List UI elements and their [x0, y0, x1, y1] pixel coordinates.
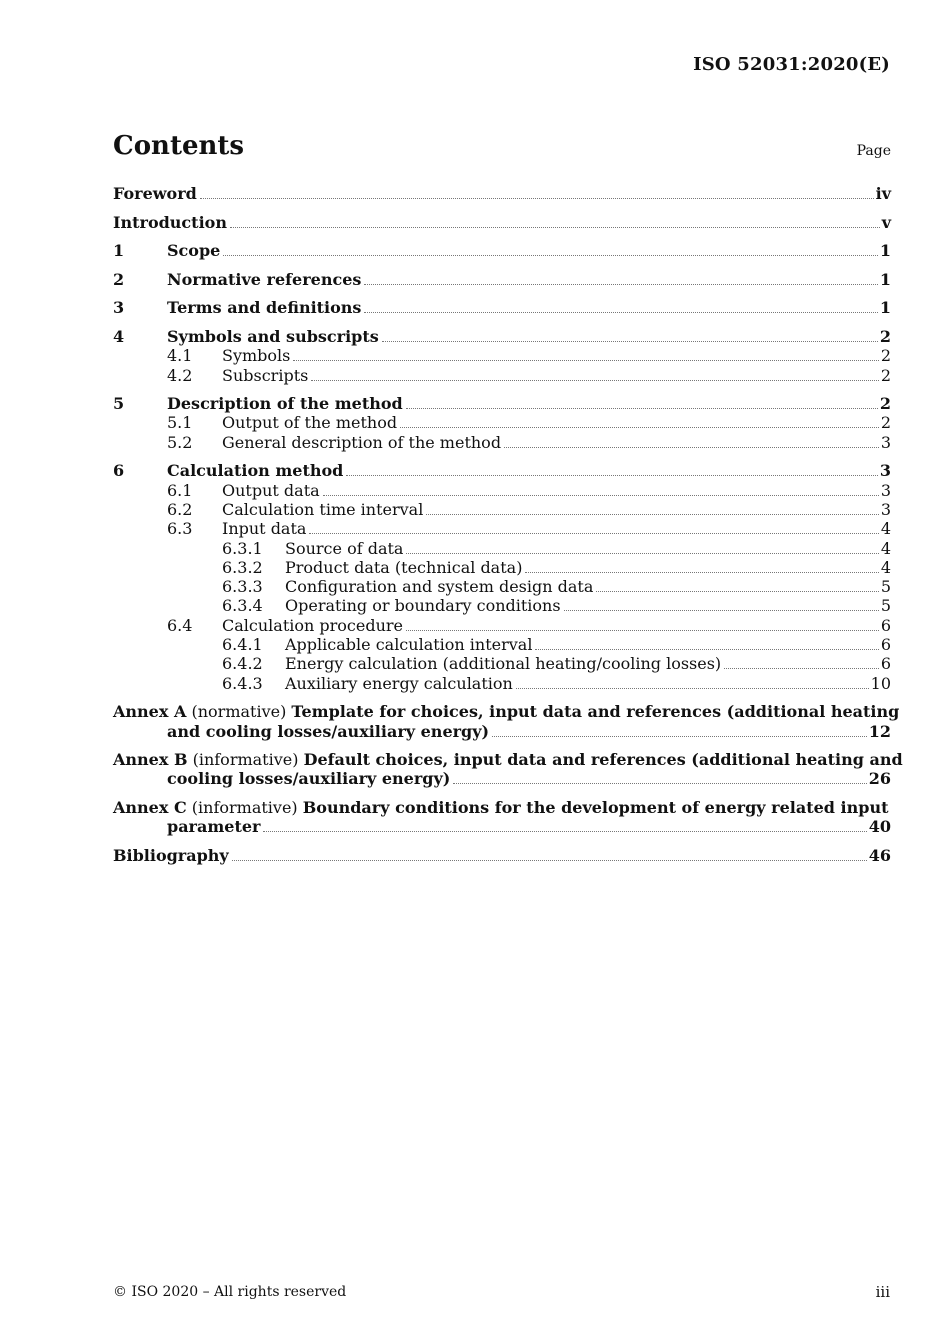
toc-entry-number: 6.3.1 — [222, 538, 263, 558]
dot-leader — [346, 462, 878, 476]
toc-entry[interactable] — [113, 298, 891, 317]
dot-leader — [525, 559, 878, 573]
toc-entry-title[interactable]: parameter — [167, 817, 261, 837]
toc-entry-line — [285, 654, 891, 673]
dot-leader — [382, 328, 878, 342]
toc-entry-line — [222, 366, 891, 385]
toc-entry-title[interactable]: Energy calculation (additional heating/cooling losses) — [285, 654, 722, 674]
toc-entry-line — [167, 394, 891, 413]
dot-leader — [596, 578, 878, 592]
toc-entry-line — [285, 596, 891, 615]
dot-leader — [724, 655, 879, 669]
toc-entry[interactable] — [113, 616, 891, 635]
dot-leader — [564, 597, 879, 611]
annex-type: (normative) — [191, 702, 287, 722]
toc-entry-number: 3 — [113, 298, 125, 318]
toc-entry-page: iv — [875, 184, 891, 203]
dot-leader — [504, 434, 879, 448]
toc-entry-page: 3 — [879, 461, 891, 481]
toc-entry-line — [222, 616, 891, 635]
toc-entry-page: 3 — [880, 499, 891, 519]
toc-entry-title[interactable]: Output data — [222, 480, 320, 500]
dot-leader — [426, 501, 878, 515]
toc-entry-title[interactable]: Scope — [167, 241, 221, 261]
toc-entry-title[interactable]: Normative references — [167, 269, 362, 289]
annex-type: (informative) — [191, 797, 298, 817]
toc-entry[interactable] — [113, 481, 891, 500]
dot-leader — [311, 367, 878, 381]
toc-entry-title[interactable]: Source of data — [285, 538, 404, 558]
toc-entry-line — [222, 481, 891, 500]
dot-leader — [323, 482, 879, 496]
toc-entry-line — [167, 298, 891, 317]
toc-entry[interactable] — [113, 519, 891, 538]
toc-entry-number: 6.4 — [167, 615, 193, 635]
toc-entry-title[interactable]: Symbols — [222, 346, 291, 366]
toc-entry-title[interactable]: Output of the method — [222, 413, 398, 433]
toc-entry-line — [285, 577, 891, 596]
toc-entry-page: 4 — [880, 557, 891, 577]
toc-entry[interactable] — [113, 346, 891, 365]
annex-line-1 — [113, 702, 900, 722]
toc-entry-title[interactable]: Terms and definitions — [167, 298, 362, 318]
annex-line-1 — [113, 798, 891, 817]
toc-entry-line — [167, 241, 891, 260]
annex-title-line-1[interactable]: Template for choices, input data and references (additional heating — [291, 702, 900, 722]
toc-entry-number: 5 — [113, 394, 125, 414]
toc-entry-number: 6.1 — [167, 480, 193, 500]
toc-entry[interactable] — [113, 366, 891, 385]
toc-entry-page: 2 — [880, 365, 891, 385]
toc-entry[interactable] — [113, 327, 891, 346]
dot-leader — [263, 818, 866, 832]
toc-entry-title[interactable]: cooling losses/auxiliary energy) — [167, 769, 451, 789]
annex-label: Annex C — [113, 797, 187, 817]
toc-entry-number: 4.1 — [167, 346, 193, 366]
toc-entry-page: 2 — [879, 326, 891, 346]
toc-entry-number: 6.3 — [167, 519, 193, 539]
toc-entry-page: 46 — [868, 845, 891, 865]
dot-leader — [516, 675, 869, 689]
toc-entry-title[interactable]: Symbols and subscripts — [167, 326, 379, 346]
toc-entry[interactable] — [113, 433, 891, 452]
toc-entry-page: 5 — [880, 596, 891, 616]
toc-entry-page: 6 — [880, 635, 891, 655]
annex-entry[interactable] — [113, 798, 891, 837]
dot-leader — [406, 617, 879, 631]
toc-entry-number: 4 — [113, 326, 125, 346]
toc-entry-number: 5.2 — [167, 432, 193, 452]
toc-entry-line — [222, 500, 891, 519]
copyright-footer: © ISO 2020 – All rights reserved — [113, 1284, 347, 1300]
toc-entry[interactable] — [113, 394, 891, 413]
toc-entry-line — [167, 461, 891, 480]
toc-entry[interactable] — [113, 500, 891, 519]
toc-entry-line — [285, 558, 891, 577]
table-of-contents — [113, 184, 903, 865]
toc-entry-page: 12 — [868, 721, 891, 741]
toc-entry-number: 6.4.2 — [222, 654, 263, 674]
dot-leader — [364, 299, 877, 313]
toc-entry-page: 2 — [880, 413, 891, 433]
toc-entry[interactable] — [113, 577, 891, 596]
toc-entry-number: 6.3.3 — [222, 577, 263, 597]
toc-entry-page: 26 — [868, 769, 891, 789]
toc-entry-number: 6.4.3 — [222, 673, 263, 693]
toc-entry-page: 4 — [880, 519, 891, 539]
annex-entry[interactable] — [113, 750, 903, 789]
toc-entry-page: v — [881, 212, 891, 232]
annex-type: (informative) — [192, 750, 299, 770]
dot-leader — [364, 271, 877, 285]
toc-entry-line — [285, 674, 891, 693]
annex-entry[interactable] — [113, 702, 900, 741]
toc-entry-page: 5 — [880, 577, 891, 597]
dot-leader — [535, 636, 878, 650]
toc-entry-title[interactable]: Calculation procedure — [222, 615, 404, 635]
page-number: iii — [875, 1283, 890, 1301]
toc-entry[interactable] — [113, 270, 891, 289]
toc-entry-page: 1 — [879, 241, 891, 261]
toc-entry-title[interactable]: Calculation time interval — [222, 499, 424, 519]
toc-entry[interactable] — [113, 558, 891, 577]
toc-entry[interactable] — [113, 654, 891, 673]
toc-entry-page: 2 — [880, 346, 891, 366]
contents-title-row — [113, 131, 891, 165]
annex-line-2 — [113, 817, 891, 836]
annex-line-2 — [113, 769, 891, 788]
toc-entry[interactable] — [113, 184, 891, 203]
toc-entry[interactable] — [113, 674, 891, 693]
toc-entry-page: 10 — [870, 673, 891, 693]
toc-entry-line — [222, 433, 891, 452]
toc-entry-title[interactable]: Foreword — [113, 184, 197, 203]
toc-entry[interactable] — [113, 413, 891, 432]
toc-entry-line — [113, 213, 891, 232]
toc-entry-title[interactable]: Bibliography — [113, 845, 229, 865]
toc-entry-page: 1 — [879, 269, 891, 289]
toc-entry[interactable] — [113, 539, 891, 558]
toc-entry[interactable] — [113, 241, 891, 260]
toc-entry-number: 5.1 — [167, 413, 193, 433]
contents-title: Contents — [113, 131, 245, 161]
page-column-label: Page — [856, 143, 891, 159]
toc-entry-page: 40 — [868, 817, 891, 837]
annex-title-line-1[interactable]: Default choices, input data and references (additional heating and — [303, 750, 903, 770]
toc-entry-line — [167, 270, 891, 289]
toc-entry-title[interactable]: Description of the method — [167, 394, 403, 414]
dot-leader — [223, 242, 878, 256]
toc-entry-number: 2 — [113, 269, 125, 289]
dot-leader — [309, 520, 878, 534]
toc-entry[interactable] — [113, 596, 891, 615]
toc-entry-number: 6.4.1 — [222, 635, 263, 655]
toc-entry-title[interactable]: Calculation method — [167, 461, 344, 481]
toc-entry-page: 3 — [880, 432, 891, 452]
toc-entry-line — [167, 327, 891, 346]
toc-entry-line — [222, 519, 891, 538]
toc-entry-number: 6 — [113, 461, 125, 481]
annex-line-2 — [113, 722, 891, 741]
toc-entry-title[interactable]: Auxiliary energy calculation — [285, 673, 513, 693]
toc-entry-title[interactable]: Input data — [222, 519, 307, 539]
toc-entry-number: 1 — [113, 241, 125, 261]
toc-entry-page: 4 — [880, 538, 891, 558]
dot-leader — [406, 540, 878, 554]
toc-entry-title[interactable]: Product data (technical data) — [285, 557, 523, 577]
toc-entry[interactable] — [113, 213, 891, 232]
dot-leader — [232, 847, 867, 861]
toc-entry-line — [222, 346, 891, 365]
toc-entry-title[interactable]: Operating or boundary conditions — [285, 596, 561, 616]
dot-leader — [230, 214, 880, 228]
toc-entry-title[interactable]: Applicable calculation interval — [285, 635, 533, 655]
annex-line-1 — [113, 750, 903, 770]
dot-leader — [453, 770, 866, 784]
toc-entry-title[interactable]: Configuration and system design data — [285, 577, 594, 597]
toc-entry-line — [285, 635, 891, 654]
toc-entry-title[interactable]: General description of the method — [222, 432, 502, 452]
toc-entry-line — [285, 539, 891, 558]
toc-entry[interactable] — [113, 635, 891, 654]
toc-entry-page: 3 — [880, 480, 891, 500]
toc-entry-title[interactable]: Introduction — [113, 212, 227, 232]
toc-entry-line — [113, 184, 891, 203]
toc-entry-number: 6.3.2 — [222, 557, 263, 577]
dot-leader — [492, 723, 867, 737]
toc-entry[interactable] — [113, 461, 891, 480]
toc-entry-page: 6 — [880, 654, 891, 674]
toc-entry-title[interactable]: Subscripts — [222, 365, 309, 385]
dot-leader — [200, 185, 874, 199]
annex-label: Annex B — [113, 750, 188, 770]
document-id-header: ISO 52031:2020(E) — [693, 54, 890, 75]
dot-leader — [293, 347, 878, 361]
toc-entry-title[interactable]: and cooling losses/auxiliary energy) — [167, 721, 490, 741]
annex-title-line-1[interactable]: Boundary conditions for the development of energy related input — [302, 797, 889, 817]
toc-entry-number: 6.3.4 — [222, 596, 263, 616]
toc-entry-page: 2 — [879, 394, 891, 414]
dot-leader — [400, 414, 879, 428]
annex-label: Annex A — [113, 702, 187, 722]
toc-entry-page: 6 — [880, 615, 891, 635]
toc-entry-page: 1 — [879, 298, 891, 318]
dot-leader — [406, 395, 878, 409]
toc-entry-line — [222, 413, 891, 432]
toc-entry[interactable] — [113, 846, 891, 865]
toc-entry-number: 4.2 — [167, 365, 193, 385]
toc-entry-number: 6.2 — [167, 499, 193, 519]
